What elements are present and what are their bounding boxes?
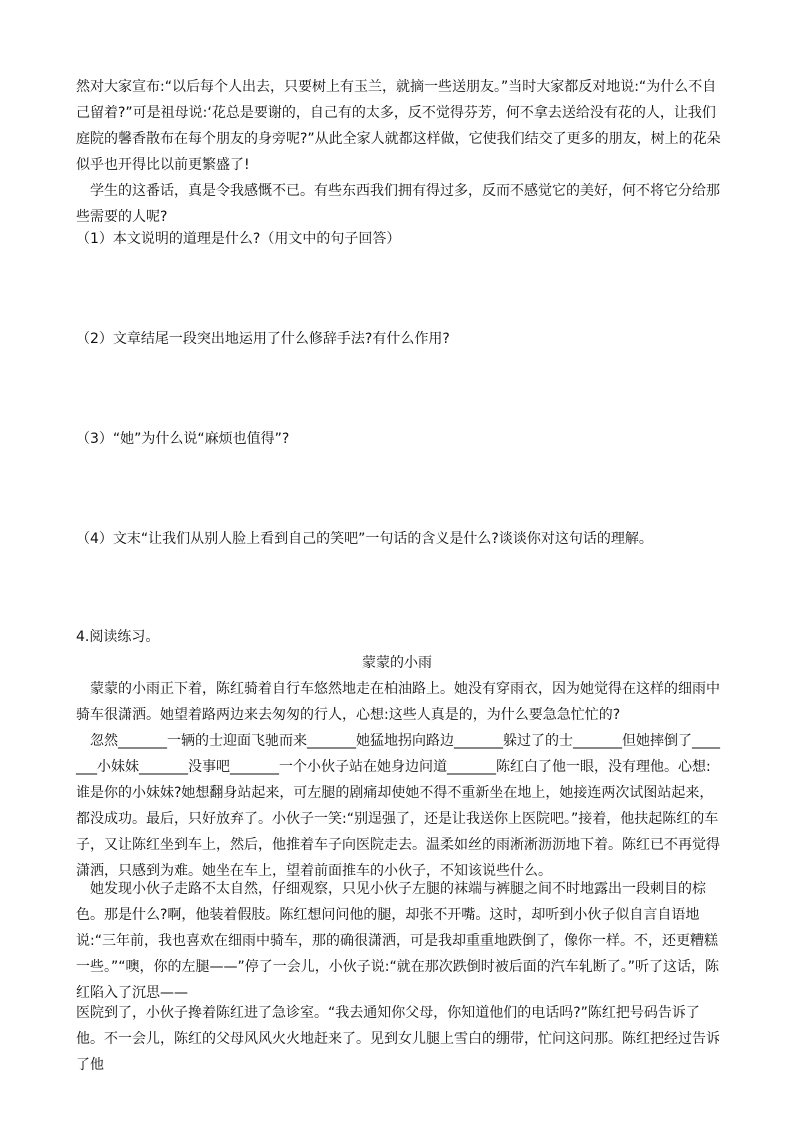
question-4: （4）文末“让我们从别人脸上看到自己的笑吧”一句话的含义是什么?谈谈你对这句话的理解。 <box>76 531 653 547</box>
section-heading: 4.阅读练习。 <box>76 629 160 645</box>
question-2: （2）文章结尾一段突出地运用了什么修辞手法?有什么作用? <box>76 331 450 347</box>
question-3: （3）“她”为什么说“麻烦也值得”? <box>76 431 290 447</box>
story-paragraph-3: 她发现小伙子走路不太自然，仔细观察，只见小伙子左腿的袜端与裤腿之间不时地露出一段刺目的棕色。那是什么?啊，他装着假肢。陈红想问问他的腿，却张不开嘴。这时，却听到小伙子似自言自语地说:“三年前，我也喜欢在细雨中骑车，那的确很潇洒，可是我却重重地跌倒了，像你一样。不，还更糟糕一些。”“噢，你的左腿——”停了一会儿，小伙子说:“就在那次跌倒时被后面的汽车轧断了。”听了这话，陈红陷入了沉思—— <box>76 881 719 1001</box>
paragraph-comment: 学生的这番话，真是令我感慨不已。有些东西我们拥有得过多，反而不感觉它的美好，何不将它分给那些需要的人呢? <box>76 183 720 225</box>
story-paragraph-4: 医院到了，小伙子搀着陈红进了急诊室。“我去通知你父母，你知道他们的电话吗?”陈红把号码告诉了他。不一会儿，陈红的父母风风火火地赶来了。见到女儿腿上雪白的绷带，忙问这问那。陈红把经过告诉了他 <box>76 1005 720 1073</box>
story-paragraph-2: 忽然_______一辆的士迎面飞驰而来_______她猛地拐向路边_______躲过了的士_______但她摔倒了_______小妹妹_______没事吧_______一个小伙子站在她身边问道_______陈红白了他一眼，没有理他。心想:谁是你的小妹妹?她想翻身站起来，可左腿的剧痛却使她不得不重新坐在地上，她接连两次试图站起来，都没成功。最后，只好放弃了。小伙子一笑:“别逞强了，还是让我送你上医院吧。”接着，他扶起陈红的车子，又让陈红坐到车上，然后，他推着车子向医院走去。温柔如丝的雨淅淅沥沥地下着。陈红已不再觉得潇洒，只感到为难。她坐在车上，望着前面推车的小伙子，不知该说些什么。 <box>76 733 720 879</box>
story-title: 蒙蒙的小雨 <box>362 655 432 671</box>
story-paragraph-1: 蒙蒙的小雨正下着，陈红骑着自行车悠然地走在柏油路上。她没有穿雨衣，因为她觉得在这样的细雨中骑车很潇洒。她望着路两边来去匆匆的行人，心想:这些人真是的，为什么要急急忙忙的? <box>76 681 720 723</box>
question-1: （1）本文说明的道理是什么?（用文中的句子回答） <box>76 231 401 247</box>
paragraph-ending: 然对大家宣布:“以后每个人出去，只要树上有玉兰，就摘一些送朋友。”当时大家都反对地说:“为什么不自己留着?”可是祖母说:‘花总是要谢的，自己有的太多，反不觉得芬芳，何不拿去送给没有花的人，让我们庭院的馨香散布在每个朋友的身旁呢?”从此全家人就都这样做，它使我们结交了更多的朋友，树上的花朵似乎也开得比以前更繁盛了! <box>76 79 721 173</box>
